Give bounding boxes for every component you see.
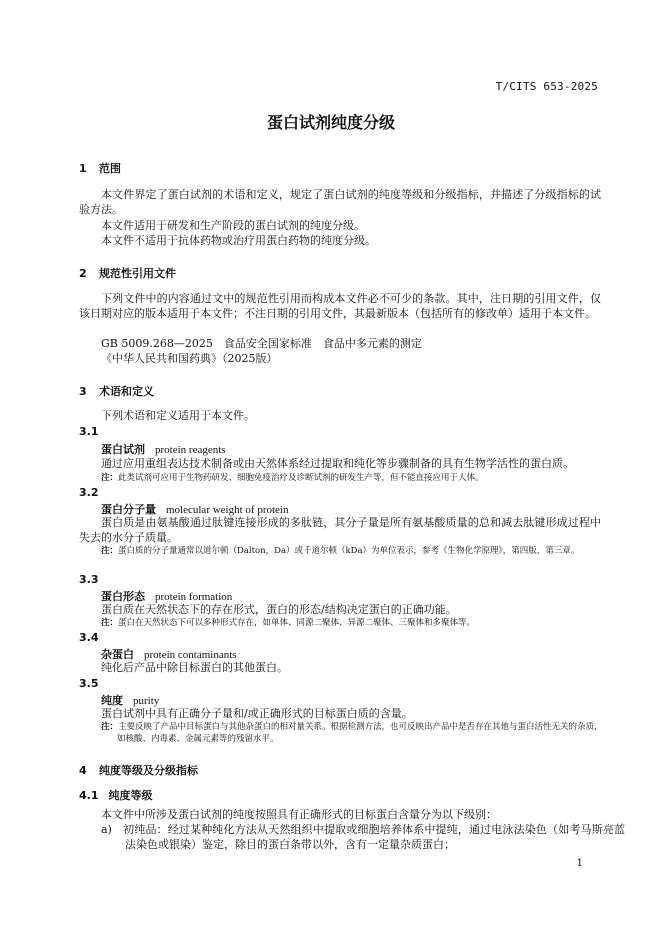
subsection-title: 纯度等级 [108,789,153,802]
paragraph: 本文件中所涉及蛋白试剂的纯度按照具有正确形式的目标蛋白含量分为以下级别： [101,808,497,821]
term-entry [101,441,226,457]
document-title: 蛋白试剂纯度分级 [266,113,395,132]
term-number: 3.1 [79,425,99,438]
subsection-4-1-heading [79,787,153,803]
note-text: 蛋白质的分子量通常以道尔顿（Dalton，Da）或千道尔顿（kDa）为单位表示，参考《生物化学原理》，第四版，第三章。 [118,546,580,556]
section-number: 2 [79,267,87,280]
term-note [101,472,601,484]
term-note [101,617,601,629]
term-en: purity [133,695,160,707]
note-text: 主要反映了产品中目标蛋白与其他杂蛋白的相对量关系。根据检测方法，也可反映出产品中是否存在其他与蛋白活性无关的杂质，如核酸、内毒素、金属元素等的残留水平。 [117,722,603,744]
section-number: 1 [79,162,87,175]
section-title: 术语和定义 [99,385,154,398]
term-number: 3.5 [79,677,99,690]
term-note [101,721,603,745]
paragraph: 下列文件中的内容通过文中的规范性引用而构成本文件必不可少的条款。其中，注日期的引用文件，仅该日期对应的版本适用于本文件；不注日期的引用文件，其最新版本（包括所有的修改单）适用于本文件。 [79,292,601,320]
section-number: 4 [79,764,87,777]
term-zh: 蛋白试剂 [101,443,145,456]
standard-code: T/CITS 653-2025 [495,80,598,93]
term-en: protein reagents [155,444,226,456]
term-zh: 杂蛋白 [101,648,134,661]
subsection-number: 4.1 [79,789,99,802]
list-item: a) 初纯品：经过某种纯化方法从天然组织中提取或细胞培养体系中提纯，通过电泳法染色（如考马斯亮蓝法染色或银染）鉴定，除目的蛋白条带以外，含有一定量杂质蛋白； [101,823,625,851]
note-text: 此类试剂可应用于生物药研发、细胞免疫治疗及诊断试剂的研发生产等，但不能直接应用于人体。 [118,473,484,483]
section-2-heading [79,265,176,281]
term-definition: 蛋白试剂中具有正确分子量和/或正确形式的目标蛋白质的含量。 [101,707,413,720]
term-en: molecular weight of protein [166,504,289,516]
term-en: protein contaminants [144,649,237,661]
reference-item: 《中华人民共和国药典》（2025版） [101,352,278,365]
paragraph: 本文件适用于研发和生产阶段的蛋白试剂的纯度分级。 [101,219,365,232]
section-title: 规范性引用文件 [99,267,176,280]
term-zh: 蛋白形态 [101,590,145,603]
section-1-heading [79,160,121,176]
section-3-heading [79,383,154,399]
term-en: protein formation [155,591,233,603]
paragraph: 本文件不适用于抗体药物或治疗用蛋白药物的纯度分级。 [101,234,376,247]
term-number: 3.2 [79,486,99,499]
section-title: 范围 [99,162,121,175]
note-label: 注： [101,722,119,732]
reference-item: GB 5009.268—2025 食品安全国家标准 食品中多元素的测定 [101,337,422,350]
term-zh: 纯度 [101,694,123,707]
term-number: 3.4 [79,631,99,644]
term-entry [101,646,237,662]
section-4-heading [79,762,198,778]
paragraph: 下列术语和定义适用于本文件。 [101,409,255,422]
page-number: 1 [576,858,583,869]
term-number: 3.3 [79,573,99,586]
section-number: 3 [79,385,87,398]
note-label: 注： [101,473,119,483]
term-zh: 蛋白分子量 [101,503,156,516]
paragraph: 本文件界定了蛋白试剂的术语和定义，规定了蛋白试剂的纯度等级和分级指标，并描述了分级指标的试验方法。 [79,188,601,216]
term-definition: 通过应用重组表达技术制备或由天然体系经过提取和纯化等步骤制备的具有生物学活性的蛋白质。 [101,457,574,470]
note-label: 注： [101,618,119,628]
term-entry [101,588,232,604]
note-text: 蛋白在天然状态下可以多种形式存在，如单体、同源二聚体、异源二聚体、三聚体和多聚体等。 [118,618,476,628]
term-entry [101,501,289,517]
term-definition: 蛋白质是由氨基酸通过肽键连接形成的多肽链，其分子量是所有氨基酸质量的总和减去肽键形成过程中失去的水分子质量。 [79,516,601,544]
term-definition: 蛋白质在天然状态下的存在形式，蛋白的形态/结构决定蛋白的正确功能。 [101,603,457,616]
term-entry [101,692,159,708]
term-note [101,545,603,557]
note-label: 注： [101,546,119,556]
section-title: 纯度等级及分级指标 [99,764,198,777]
term-definition: 纯化后产品中除目标蛋白的其他蛋白。 [101,661,288,674]
